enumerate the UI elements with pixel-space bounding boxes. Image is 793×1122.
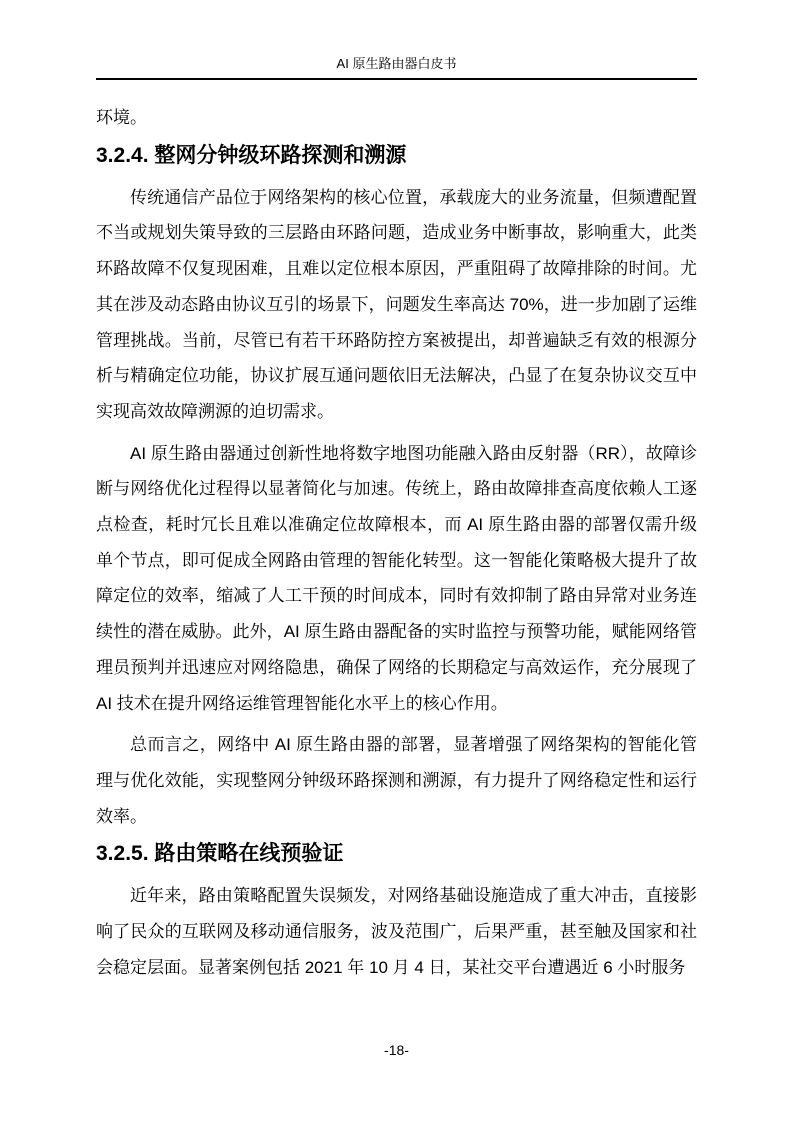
document-footer <box>0 1042 793 1059</box>
paragraph: 总而言之，网络中 AI 原生路由器的部署，显著增强了网络架构的智能化管理与优化效能，实现整网分钟级环路探测和溯源，有力提升了网络稳定性和运行效率。 <box>96 735 697 826</box>
document-header-title: AI 原生路由器白皮书 <box>336 56 457 71</box>
paragraph: 传统通信产品位于网络架构的核心位置，承载庞大的业务流量，但频遭配置不当或规划失策导致的三层路由环路问题，造成业务中断事故，影响重大，此类环路故障不仅复现困难，且难以定位根本原因，严重阻碍了故障排除的时间。尤其在涉及动态路由协议互引的场景下，问题发生率高达 70%，进一步加剧了运维管理挑战。当前，尽管已有若干环路防控方案被提出，却普遍缺乏有效的根源分析与精确定位功能，协议扩展互通问题依旧无法解决，凸显了在复杂协议交互中实现高效故障溯源的迫切需求。 <box>96 187 697 421</box>
paragraph: 近年来，路由策略配置失误频发，对网络基础设施造成了重大冲击，直接影响了民众的互联网及移动通信服务，波及范围广，后果严重，甚至触及国家和社会稳定层面。显著案例包括 2021 年 10 月 4 日，某社交平台遭遇近 6 小时服务 <box>96 886 697 977</box>
paragraph: AI 原生路由器通过创新性地将数字地图功能融入路由反射器（RR），故障诊断与网络优化过程得以显著简化与加速。传统上，路由故障排查高度依赖人工逐点检查，耗时冗长且难以准确定位故障根本，而 AI 原生路由器的部署仅需升级单个节点，即可促成全网路由管理的智能化转型。这一智能化策略极大提升了故障定位的效率，缩减了人工干预的时间成本，同时有效抑制了路由异常对业务连续性的潜在威胁。此外，AI 原生路由器配备的实时监控与预警功能，赋能网络管理员预判并迅速应对网络隐患，确保了网络的长期稳定与高效运作，充分展现了 AI 技术在提升网络运维管理智能化水平上的核心作用。 <box>96 443 697 713</box>
document-body <box>96 100 697 991</box>
paragraph-continuation: 环境。 <box>96 108 147 127</box>
page-number: -18- <box>384 1042 409 1058</box>
document-header <box>96 0 697 80</box>
section-heading-3-2-4: 3.2.4. 整网分钟级环路探测和溯源 <box>96 143 407 167</box>
section-heading-3-2-5: 3.2.5. 路由策略在线预验证 <box>96 842 344 866</box>
